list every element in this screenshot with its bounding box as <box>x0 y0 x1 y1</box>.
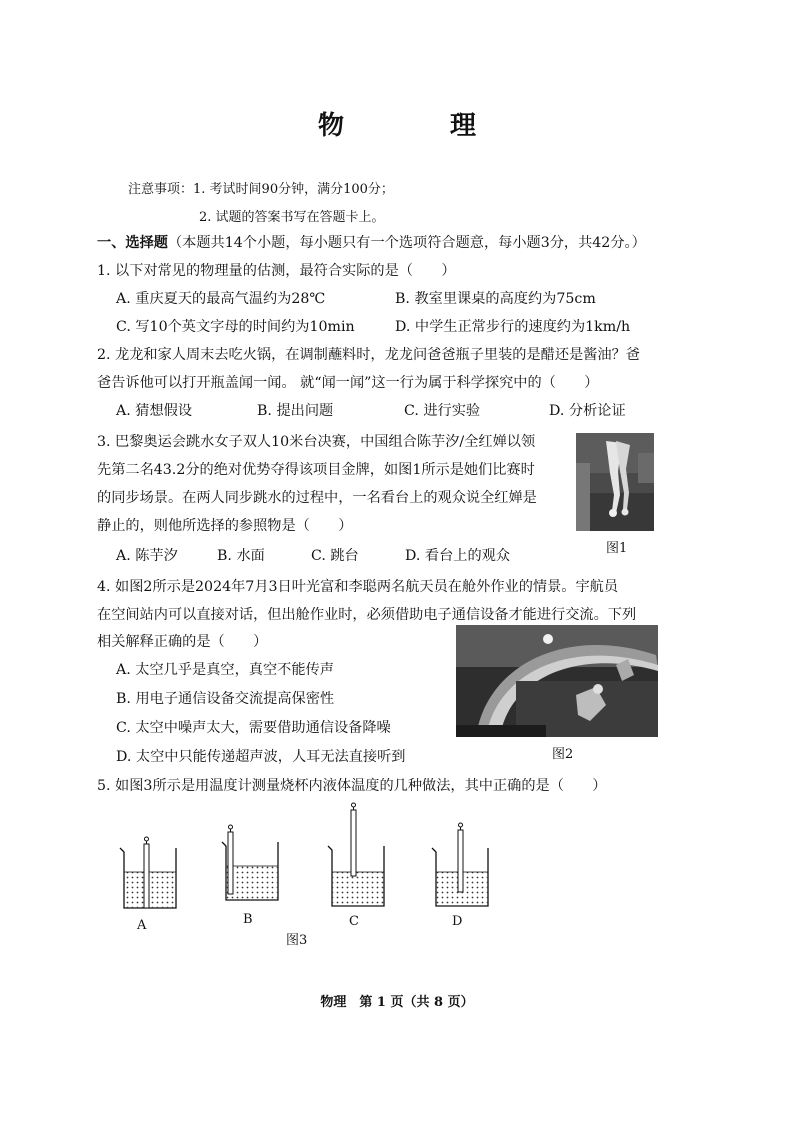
beaker-label-a: A <box>137 918 147 933</box>
q4-option-d: D. 太空中只能传递超声波，人耳无法直接听到 <box>116 749 406 765</box>
q2-stem-line-1: 2. 龙龙和家人周末去吃火锅，在调制蘸料时，龙龙问爸爸瓶子里装的是醋还是酱油？爸 <box>97 347 640 363</box>
figure-3-caption: 图3 <box>286 933 308 948</box>
q2-stem-line-2: 爸告诉他可以打开瓶盖闻一闻。 就“闻一闻”这一行为属于科学探究中的（ ） <box>97 375 599 391</box>
beaker-a <box>120 837 176 908</box>
beaker-label-d: D <box>452 914 463 929</box>
beaker-c <box>328 803 384 906</box>
q3-option-b: B. 水面 <box>217 548 265 564</box>
q4-stem-line-1: 4. 如图2所示是2024年7月3日叶光富和李聪两名航天员在舱外作业的情景。宇航员 <box>97 579 619 595</box>
notes-line-1 <box>128 178 394 197</box>
figure-3-beakers <box>110 800 510 920</box>
q4-option-b: B. 用电子通信设备交流提高保密性 <box>116 691 335 707</box>
beaker-d <box>432 823 488 906</box>
q3-option-d: D. 看台上的观众 <box>405 548 511 564</box>
q3-stem-line-1: 3. 巴黎奥运会跳水女子双人10米台决赛，中国组合陈芋汐/全红婵以领 <box>97 434 536 450</box>
q1-stem: 1. 以下对常见的物理量的估测，最符合实际的是（ ） <box>97 263 456 279</box>
spacewalk-photo-graphic <box>456 625 658 737</box>
q3-stem-line-2: 先第二名43.2分的绝对优势夺得该项目金牌，如图1所示是她们比赛时 <box>97 462 535 478</box>
q2-option-c: C. 进行实验 <box>404 403 481 419</box>
beaker-label-c: C <box>349 914 359 929</box>
page-footer: 物理 第 1 页（共 8 页） <box>320 995 474 1010</box>
section-description: （本题共14个小题，每小题只有一个选项符合题意，每小题3分，共42分。） <box>167 235 646 251</box>
figure-2-photo <box>456 625 658 737</box>
figure-1-photo <box>576 433 654 531</box>
q4-stem-line-2: 在空间站内可以直接对话，但出舱作业时，必须借助电子通信设备才能进行交流。下列 <box>97 607 637 623</box>
diving-photo-graphic <box>576 433 654 531</box>
q5-stem: 5. 如图3所示是用温度计测量烧杯内液体温度的几种做法，其中正确的是（ ） <box>97 778 607 794</box>
section-heading <box>97 233 646 253</box>
q4-stem-line-3: 相关解释正确的是（ ） <box>97 634 268 650</box>
q4-option-c: C. 太空中噪声太大，需要借助通信设备降噪 <box>116 720 391 736</box>
q1-option-c: C. 写10个英文字母的时间约为10min <box>116 319 355 335</box>
beaker-b <box>222 825 278 900</box>
q4-option-a: A. 太空几乎是真空，真空不能传声 <box>116 662 334 678</box>
q1-option-a: A. 重庆夏天的最高气温约为28℃ <box>116 291 326 307</box>
notes-label: 注意事项： <box>128 182 194 197</box>
q3-option-c: C. 跳台 <box>311 548 359 564</box>
q2-option-d: D. 分析论证 <box>549 403 626 419</box>
figure-1-caption: 图1 <box>606 541 628 556</box>
q3-stem-line-3: 的同步场景。在两人同步跳水的过程中，一名看台上的观众说全红婵是 <box>97 490 537 506</box>
beaker-label-b: B <box>243 912 253 927</box>
page-title: 物 理 <box>317 111 516 141</box>
q1-option-d: D. 中学生正常步行的速度约为1km/h <box>395 319 631 335</box>
q2-option-b: B. 提出问题 <box>257 403 334 419</box>
notes-item-1: 1. 考试时间90分钟，满分100分； <box>193 182 394 197</box>
section-title: 一、选择题 <box>97 235 168 251</box>
figure-2-caption: 图2 <box>552 747 574 762</box>
q2-option-a: A. 猜想假设 <box>116 403 193 419</box>
notes-item-2: 2. 试题的答案书写在答题卡上。 <box>199 210 385 225</box>
q3-stem-line-4: 静止的，则他所选择的参照物是（ ） <box>97 518 353 534</box>
q1-option-b: B. 教室里课桌的高度约为75cm <box>395 291 596 307</box>
q3-option-a: A. 陈芋汐 <box>116 548 178 564</box>
